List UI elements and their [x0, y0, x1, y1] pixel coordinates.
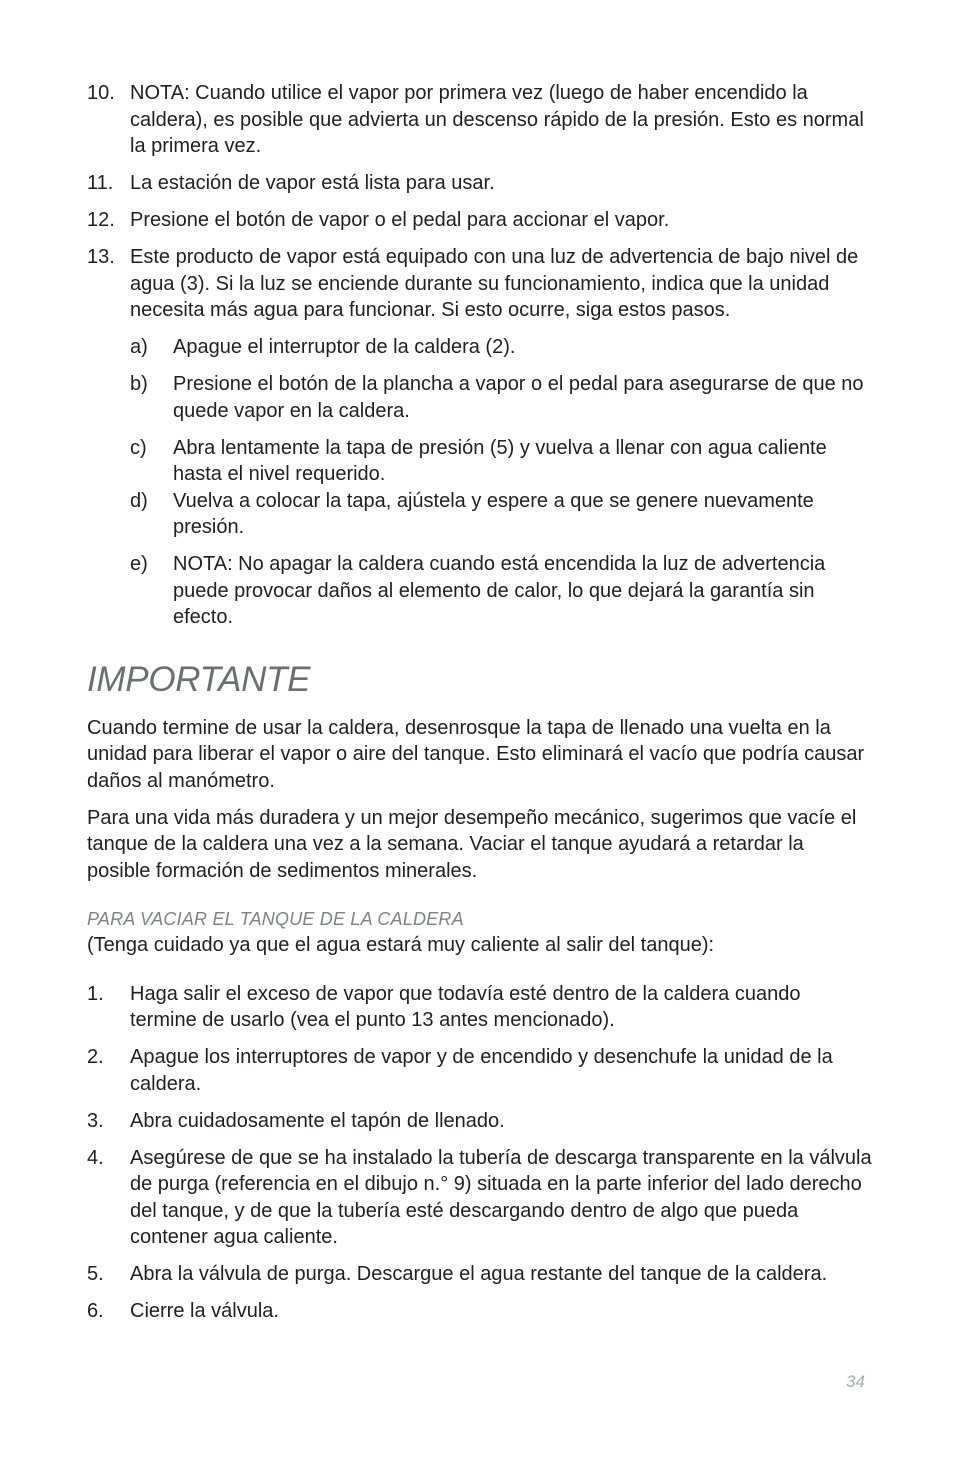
list-item	[87, 244, 872, 324]
step-number: 1.	[87, 982, 104, 1005]
list-item	[87, 80, 872, 160]
drain-subheading: PARA VACIAR EL TANQUE DE LA CALDERA	[87, 909, 464, 929]
important-paragraph: Cuando termine de usar la caldera, desenrosque la tapa de llenado una vuelta en la unidad para liberar el vapor o aire del tanque. Esto eliminará el vacío que podría causar daños al manómetro.	[87, 716, 865, 792]
step-number: 4.	[87, 1146, 104, 1169]
list-item	[130, 334, 872, 361]
step-text: Presione el botón de vapor o el pedal para accionar el vapor.	[130, 209, 670, 231]
step-text: Asegúrese de que se ha instalado la tubería de descarga transparente en la válvula de purga (referencia en el dibujo n.° 9) situada en la parte inferior del lado derecho del tanque, y de que la tubería esté descargando dentro de algo que pueda contener agua caliente.	[130, 1146, 872, 1248]
list-item	[87, 1261, 872, 1288]
list-item	[130, 488, 872, 541]
list-item	[130, 435, 872, 488]
manual-page	[87, 80, 872, 1335]
step-number: 6.	[87, 1300, 104, 1322]
substep-text: Vuelva a colocar la tapa, ajústela y espere a que se genere nuevamente presión.	[173, 489, 814, 538]
list-item	[130, 371, 872, 424]
list-item	[87, 1145, 872, 1251]
page-number: 34	[846, 1372, 865, 1391]
list-item	[87, 1108, 872, 1135]
important-paragraph: Para una vida más duradera y un mejor desempeño mecánico, sugerimos que vacíe el tanque de la caldera una vez a la semana. Vaciar el tanque ayudará a retardar la posible formación de sedimentos minerales.	[87, 806, 857, 882]
list-item	[87, 170, 872, 197]
important-heading: IMPORTANTE	[87, 659, 311, 699]
step-number: 2.	[87, 1046, 104, 1068]
list-item	[130, 551, 872, 631]
list-item	[87, 1298, 872, 1325]
drain-caution-note: (Tenga cuidado ya que el agua estará muy caliente al salir del tanque):	[87, 934, 715, 956]
list-item	[87, 981, 872, 1034]
step-number: 13.	[87, 246, 115, 268]
substep-text: NOTA: No apagar la caldera cuando está encendida la luz de advertencia puede provocar daños al elemento de calor, lo que dejará la garantía sin efecto.	[173, 553, 826, 628]
step-number: 10.	[87, 82, 115, 104]
step-text: Cierre la válvula.	[130, 1300, 279, 1322]
step-text: Apague los interruptores de vapor y de encendido y desenchufe la unidad de la caldera.	[130, 1046, 833, 1095]
substep-text: Apague el interruptor de la caldera (2).	[173, 336, 516, 358]
step-number: 3.	[87, 1109, 104, 1132]
step-number: 12.	[87, 209, 115, 231]
step-number: 5.	[87, 1263, 104, 1285]
list-item	[87, 207, 872, 234]
substep-letter: c)	[130, 436, 147, 459]
step-text: Este producto de vapor está equipado con una luz de advertencia de bajo nivel de agua (3). Si la luz se enciende durante su funcionamiento, indica que la unidad necesita más agua para funcionar. Si esto ocurre, siga estos pasos.	[130, 246, 859, 321]
substep-text: Abra lentamente la tapa de presión (5) y vuelva a llenar con agua caliente hasta el nivel requerido.	[173, 436, 827, 485]
step-text: La estación de vapor está lista para usar.	[130, 172, 495, 194]
substeps-list	[130, 334, 872, 631]
substep-letter: b)	[130, 373, 148, 395]
list-item	[87, 1044, 872, 1097]
step-text: Haga salir el exceso de vapor que todavía esté dentro de la caldera cuando termine de usarlo (vea el punto 13 antes mencionado).	[130, 982, 801, 1031]
substep-text: Presione el botón de la plancha a vapor o el pedal para asegurarse de que no quede vapor en la caldera.	[173, 373, 864, 422]
step-text: Abra cuidadosamente el tapón de llenado.	[130, 1109, 505, 1132]
substep-letter: d)	[130, 489, 148, 512]
substep-letter: e)	[130, 553, 148, 575]
drain-steps-list	[87, 981, 872, 1325]
step-text: NOTA: Cuando utilice el vapor por primera vez (luego de haber encendido la caldera), es posible que advierta un descenso rápido de la presión. Esto es normal la primera vez.	[130, 82, 864, 157]
substep-letter: a)	[130, 336, 148, 358]
step-text: Abra la válvula de purga. Descargue el agua restante del tanque de la caldera.	[130, 1263, 828, 1285]
step-number: 11.	[87, 172, 114, 194]
steps-list-top	[87, 80, 872, 324]
